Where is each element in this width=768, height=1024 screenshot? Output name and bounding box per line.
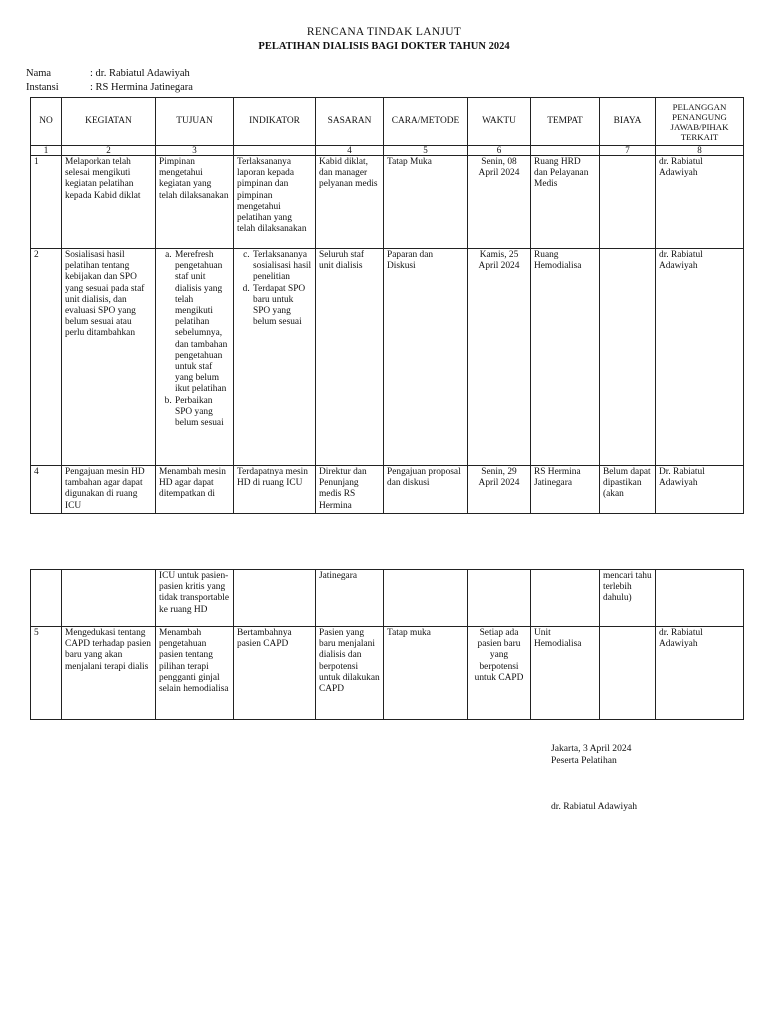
header-biaya: BIAYA <box>600 98 656 146</box>
row-sasaran: Direktur dan Penunjang medis RS Hermina <box>316 466 384 514</box>
tujuan-item-a: a. Merefresh pengetahuan staf unit dialisis yang telah mengikuti pelatihan sebelumnya, dan tambahan pengetahuan untuk staf yang belum ikut pelatihan <box>174 250 230 396</box>
nama-row <box>26 68 190 79</box>
row-waktu: Setiap ada pasien baru yang berpotensi untuk CAPD <box>468 627 531 720</box>
row-indikator: Terdapatnya mesin HD di ruang ICU <box>234 466 316 514</box>
header-tempat: TEMPAT <box>531 98 600 146</box>
col-number: 7 <box>600 146 656 156</box>
plan-table-page-1 <box>30 97 744 514</box>
instansi-label: Instansi <box>26 82 59 93</box>
row-kegiatan <box>62 570 156 627</box>
row-indikator: Terlaksananya laporan kepada pimpinan dan pimpinan mengetahui pelatihan yang telah dilaksanakan <box>234 156 316 249</box>
row-indikator <box>234 249 316 466</box>
row-sasaran: Kabid diklat, dan manager pelyanan medis <box>316 156 384 249</box>
col-number: 4 <box>316 146 384 156</box>
row-biaya: Belum dapat dipastikan (akan <box>600 466 656 514</box>
col-number <box>234 146 316 156</box>
row-pj: dr. Rabiatul Adawiyah <box>656 249 744 466</box>
row-tempat: Unit Hemodialisa <box>531 627 600 720</box>
header-indikator: INDIKATOR <box>234 98 316 146</box>
row-sasaran: Seluruh staf unit dialisis <box>316 249 384 466</box>
indikator-item-d: d. Terdapat SPO baru untuk SPO yang belum sesuai <box>252 284 312 329</box>
row-metode: Paparan dan Diskusi <box>384 249 468 466</box>
row-indikator <box>234 570 316 627</box>
header-waktu: WAKTU <box>468 98 531 146</box>
header-pj: PELANGGAN PENANGUNG JAWAB/PIHAK TERKAIT <box>656 98 744 146</box>
table-row <box>31 466 744 514</box>
row-sasaran: Pasien yang baru menjalani dialisis dan berpotensi untuk dilakukan CAPD <box>316 627 384 720</box>
row-tempat: Ruang Hemodialisa <box>531 249 600 466</box>
row-kegiatan: Sosialisasi hasil pelatihan tentang kebijakan dan SPO yang sesuai pada staf unit dialisis, dan evaluasi SPO yang belum sesuai atau perlu ditambahkan <box>62 249 156 466</box>
row-waktu: Kamis, 25 April 2024 <box>468 249 531 466</box>
col-number: 1 <box>31 146 62 156</box>
col-number <box>531 146 600 156</box>
row-no: 1 <box>31 156 62 249</box>
header-kegiatan: KEGIATAN <box>62 98 156 146</box>
row-tujuan <box>156 249 234 466</box>
row-pj: dr. Rabiatul Adawiyah <box>656 627 744 720</box>
row-tempat <box>531 570 600 627</box>
row-waktu: Senin, 08 April 2024 <box>468 156 531 249</box>
nama-value: : dr. Rabiatul Adawiyah <box>90 68 190 79</box>
table-row <box>31 570 744 627</box>
row-no: 4 <box>31 466 62 514</box>
header-no: NO <box>31 98 62 146</box>
tujuan-item-b: b. Perbaikan SPO yang belum sesuai <box>174 396 230 430</box>
col-number: 6 <box>468 146 531 156</box>
row-no: 2 <box>31 249 62 466</box>
row-pj: dr. Rabiatul Adawiyah <box>656 156 744 249</box>
table-row <box>31 249 744 466</box>
row-no <box>31 570 62 627</box>
row-sasaran: Jatinegara <box>316 570 384 627</box>
table-row <box>31 156 744 249</box>
row-tujuan: Pimpinan mengetahui kegiatan yang telah dilaksanakan <box>156 156 234 249</box>
row-kegiatan: Melaporkan telah selesai mengikuti kegiatan pelatihan kepada Kabid diklat <box>62 156 156 249</box>
plan-table-page-2 <box>30 569 744 720</box>
row-biaya <box>600 249 656 466</box>
row-tempat: Ruang HRD dan Pelayanan Medis <box>531 156 600 249</box>
row-tujuan: Menambah mesin HD agar dapat ditempatkan di <box>156 466 234 514</box>
row-waktu: Senin, 29 April 2024 <box>468 466 531 514</box>
row-pj <box>656 570 744 627</box>
header-metode: CARA/METODE <box>384 98 468 146</box>
signature-name: dr. Rabiatul Adawiyah <box>551 801 638 812</box>
signature-place-date: Jakarta, 3 April 2024 <box>551 743 632 754</box>
row-biaya: mencari tahu terlebih dahulu) <box>600 570 656 627</box>
table-row <box>31 627 744 720</box>
table-header-row <box>31 98 744 146</box>
row-no: 5 <box>31 627 62 720</box>
row-tujuan: Menambah pengetahuan pasien tentang pilihan terapi pengganti ginjal selain hemodialisa <box>156 627 234 720</box>
row-biaya <box>600 156 656 249</box>
row-waktu <box>468 570 531 627</box>
document-subtitle: PELATIHAN DIALISIS BAGI DOKTER TAHUN 2024 <box>258 41 510 52</box>
row-kegiatan: Pengajuan mesin HD tambahan agar dapat digunakan di ruang ICU <box>62 466 156 514</box>
row-indikator: Bertambahnya pasien CAPD <box>234 627 316 720</box>
column-number-row <box>31 146 744 156</box>
row-tujuan: ICU untuk pasien-pasien kritis yang tidak transportable ke ruang HD <box>156 570 234 627</box>
col-number: 8 <box>656 146 744 156</box>
row-biaya <box>600 627 656 720</box>
instansi-value: : RS Hermina Jatinegara <box>90 82 193 93</box>
row-metode <box>384 570 468 627</box>
header-sasaran: SASARAN <box>316 98 384 146</box>
col-number: 5 <box>384 146 468 156</box>
row-kegiatan: Mengedukasi tentang CAPD terhadap pasien baru yang akan menjalani terapi dialis <box>62 627 156 720</box>
signature-role: Peserta Pelatihan <box>551 755 617 766</box>
col-number: 2 <box>62 146 156 156</box>
instansi-row <box>26 82 193 93</box>
indikator-item-c: c. Terlaksananya sosialisasi hasil penelitian <box>252 250 312 284</box>
col-number: 3 <box>156 146 234 156</box>
row-metode: Pengajuan proposal dan diskusi <box>384 466 468 514</box>
header-tujuan: TUJUAN <box>156 98 234 146</box>
row-metode: Tatap muka <box>384 627 468 720</box>
row-metode: Tatap Muka <box>384 156 468 249</box>
row-pj: Dr. Rabiatul Adawiyah <box>656 466 744 514</box>
nama-label: Nama <box>26 68 52 79</box>
row-tempat: RS Hermina Jatinegara <box>531 466 600 514</box>
document-title: RENCANA TINDAK LANJUT <box>306 26 462 38</box>
